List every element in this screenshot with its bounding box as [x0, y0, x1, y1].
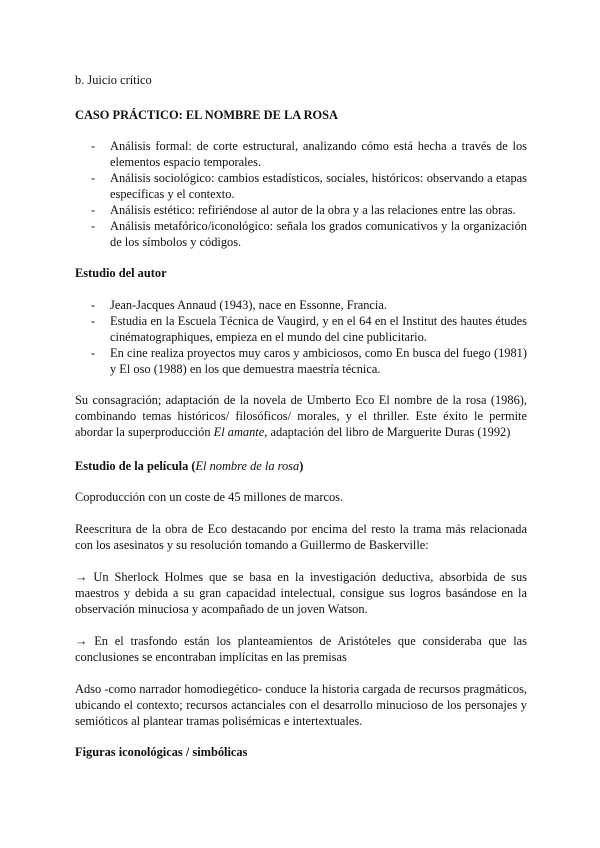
trasfondo-paragraph: → En el trasfondo están los planteamientos de Aristóteles que consideraba que las conclusiones se encontraban implícitas en las premisas	[75, 634, 527, 664]
coproduccion-paragraph: Coproducción con un coste de 45 millones de marcos.	[75, 490, 344, 504]
adso-paragraph: Adso -como narrador homodiegético- conduce la historia cargada de recursos pragmáticos, ubicando el contexto; recursos actanciales con el desarrollo minucioso de los personajes y semióticos al plantear tramas polisémicas e intertextuales.	[75, 682, 527, 728]
consagracion-paragraph: Su consagración; adaptación de la novela de Umberto Eco El nombre de la rosa (1986), combinando temas históricos/ filosóficos/ morales, y el thriller. Este éxito le permite abordar la superproducción El amante, adaptación del libro de Marguerite Duras (1992)	[75, 393, 527, 439]
author-heading: Estudio del autor	[75, 266, 167, 280]
list-item: - Análisis metafórico/iconológico: señala los grados comunicativos y la organización de los símbolos y códigos.	[91, 219, 527, 249]
list-item: - Análisis sociológico: cambios estadísticos, sociales, históricos: observando a etapas específicas y el contexto.	[91, 171, 527, 201]
list-item: - Análisis estético: refiriéndose al autor de la obra y a las relaciones entre las obras.	[91, 203, 516, 217]
section-b-label: b. Juicio crítico	[75, 73, 152, 87]
analysis-list	[75, 138, 527, 250]
list-item: - Jean-Jacques Annaud (1943), nace en Essonne, Francia.	[91, 298, 387, 312]
list-item: - En cine realiza proyectos muy caros y ambiciosos, como En busca del fuego (1981) y El oso (1988) en los que demuestra maestría técnica.	[91, 346, 527, 376]
list-item: - Estudia en la Escuela Técnica de Vaugird, y en el 64 en el Institut des hautes études cinématographiques, empieza en el mundo del cine publicitario.	[91, 314, 527, 344]
author-list	[75, 297, 527, 377]
figuras-heading: Figuras iconológicas / simbólicas	[75, 745, 248, 759]
case-title: CASO PRÁCTICO: EL NOMBRE DE LA ROSA	[75, 108, 338, 122]
film-title-italic: El amante	[213, 425, 265, 439]
film-heading: Estudio de la película (El nombre de la rosa)	[75, 459, 304, 473]
list-item: - Análisis formal: de corte estructural, analizando cómo está hecha a través de los elementos espacio temporales.	[91, 139, 527, 169]
sherlock-paragraph: → Un Sherlock Holmes que se basa en la investigación deductiva, absorbida de sus maestros y debida a su gran capacidad intelectual, consigue sus logros basándose en la observación minuciosa y acompañado de un joven Watson.	[75, 570, 527, 616]
reescritura-paragraph: Reescritura de la obra de Eco destacando por encima del resto la trama más relacionada con los asesinatos y su resolución tomando a Guillermo de Baskerville:	[75, 522, 527, 552]
film-heading-italic: El nombre de la rosa	[195, 459, 300, 473]
